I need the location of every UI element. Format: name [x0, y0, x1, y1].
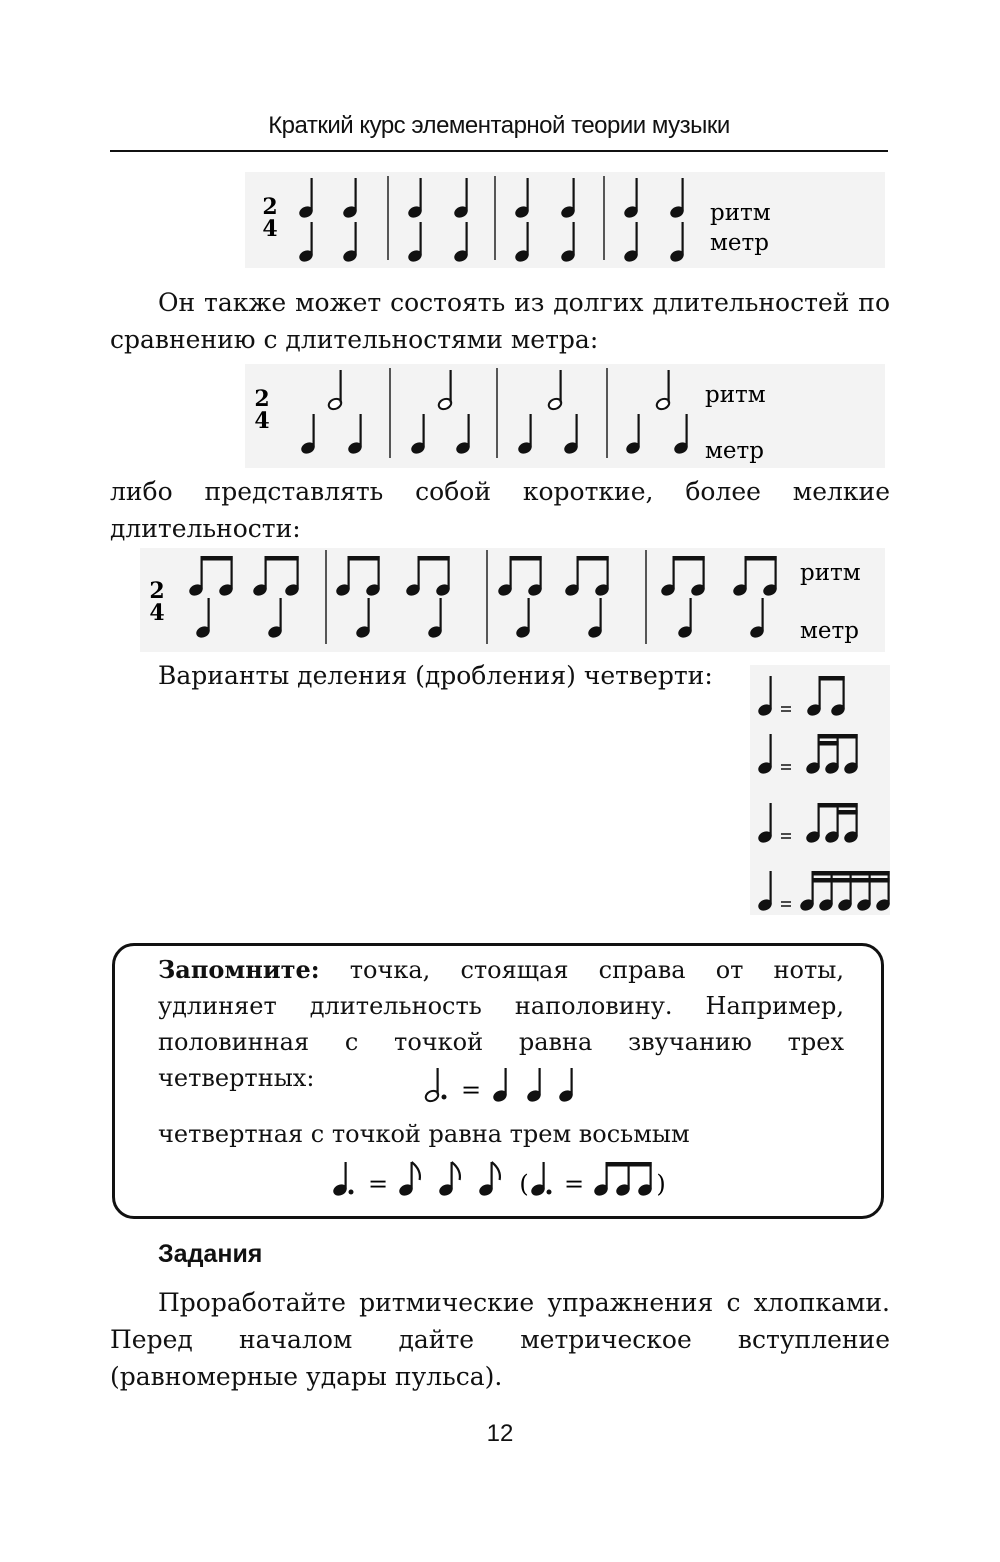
time-signature-top: 2 — [262, 194, 278, 220]
page-number: 12 — [486, 1420, 514, 1447]
note-beam — [745, 556, 777, 561]
note-beam — [819, 676, 845, 681]
meter-label: метр — [800, 618, 859, 644]
equation-notes — [424, 1068, 574, 1103]
paragraph-long-durations: Он также может состоять из долгих длительностей по сравнению с длительностями метра: — [110, 288, 890, 354]
quarter-division-variants — [0, 665, 1000, 920]
paragraph-short-durations: либо представлять собой короткие, более мелкие длительности: — [110, 477, 890, 543]
rhythm-label: ритм — [800, 560, 861, 586]
time-signature-top: 2 — [254, 386, 270, 412]
note-beam — [812, 871, 890, 876]
tasks-text: Проработайте ритмические упражнения с хлопками. Перед началом дайте метрическое вступление (равномерные удары пульса). — [110, 1288, 890, 1391]
note-beam — [577, 556, 609, 561]
time-signature-bottom: 4 — [254, 408, 270, 434]
running-header: Краткий курс элементарной теории музыки — [268, 112, 730, 139]
time-signature-bottom: 4 — [262, 216, 278, 242]
paren-close: ) — [656, 1170, 666, 1198]
equals-sign: = — [367, 1170, 389, 1198]
dotted-quarter-text: четвертная с точкой равна трем восьмым — [158, 1120, 690, 1148]
dotted-quarter-equation — [0, 1158, 1000, 1208]
note-beam — [818, 734, 858, 739]
rhythm-example-halves — [0, 362, 1000, 472]
header-rule — [110, 150, 888, 152]
rhythm-example-quarters — [0, 170, 1000, 270]
note-beam — [606, 1162, 652, 1167]
equals-sign: = — [460, 1076, 482, 1104]
time-signature-top: 2 — [149, 578, 165, 604]
meter-label: метр — [705, 438, 764, 464]
time-signature-bottom: 4 — [149, 600, 165, 626]
dotted-half-equation — [0, 1060, 1000, 1110]
rhythm-label: ритм — [705, 382, 766, 408]
remember-label: Запомните: — [158, 955, 320, 984]
note-beam — [510, 556, 542, 561]
rhythm-example-eighths — [0, 546, 1000, 656]
note-beam — [348, 556, 380, 561]
paren-open: ( — [519, 1170, 529, 1198]
equals-sign: = — [563, 1170, 585, 1198]
augmentation-dot — [349, 1190, 354, 1195]
tasks-heading: Задания — [158, 1240, 263, 1268]
note-beam — [418, 556, 450, 561]
rhythm-label: ритм — [710, 200, 771, 226]
augmentation-dot — [442, 1095, 447, 1100]
note-flag — [412, 1162, 420, 1180]
augmentation-dot — [547, 1190, 552, 1195]
note-beam — [837, 810, 858, 815]
note-beam — [673, 556, 705, 561]
note-beam — [265, 556, 299, 561]
paragraph-quarter-division: Варианты деления (дробления) четверти: — [158, 661, 713, 690]
meter-label: метр — [710, 230, 769, 256]
note-beam — [818, 741, 839, 746]
remember-body: точка, стоящая справа от ноты, удлиняет длительность наполовину. Например, половинная с точкой равна звучанию трех четвертных: — [158, 956, 844, 1092]
note-beam — [201, 556, 233, 561]
note-beam — [818, 803, 858, 808]
note-flag — [492, 1162, 500, 1180]
note-beam — [812, 878, 890, 883]
note-flag — [452, 1162, 460, 1180]
